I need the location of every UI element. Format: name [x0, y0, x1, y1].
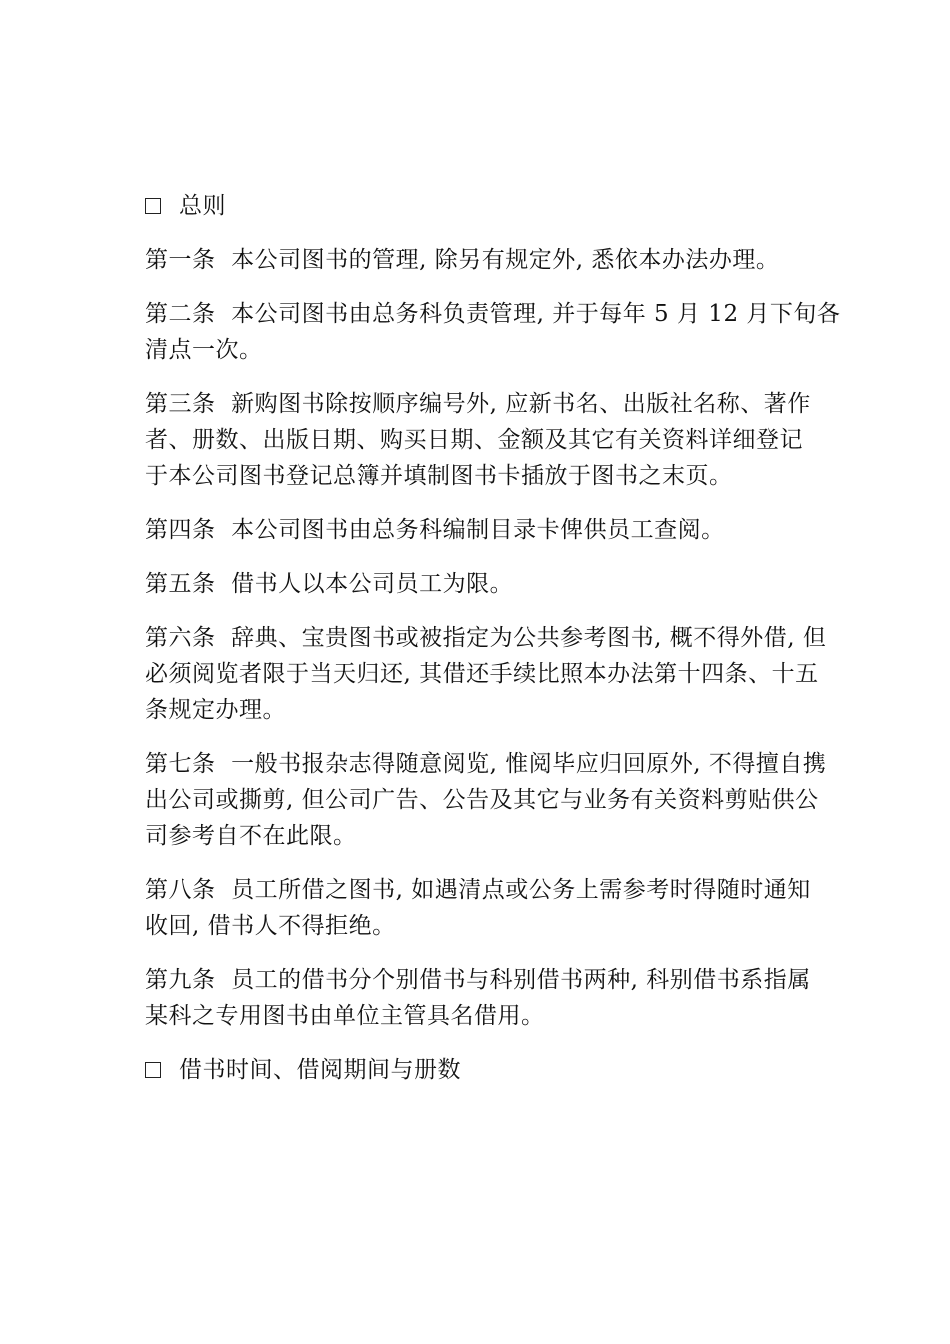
article-1 — [145, 242, 810, 278]
article-line: 出公司或撕剪, 但公司广告、公告及其它与业务有关资料剪贴供公 — [145, 787, 819, 813]
article-line: 者、册数、出版日期、购买日期、金额及其它有关资料详细登记 — [145, 427, 803, 453]
article-line: 第三条 新购图书除按顺序编号外, 应新书名、出版社名称、著作 — [145, 391, 811, 417]
article-line: 条规定办理。 — [145, 697, 286, 723]
article-line: 第七条 一般书报杂志得随意阅览, 惟阅毕应归回原外, 不得擅自携 — [145, 751, 827, 777]
article-2 — [145, 296, 841, 368]
article-line: 第一条 本公司图书的管理, 除另有规定外, 悉依本办法办理。 — [145, 247, 780, 273]
article-line: 第六条 辞典、宝贵图书或被指定为公共参考图书, 概不得外借, 但 — [145, 625, 827, 651]
section-heading-text: 借书时间、借阅期间与册数 — [179, 1057, 461, 1083]
article-4 — [145, 512, 810, 548]
article-line: 收回, 借书人不得拒绝。 — [145, 913, 396, 939]
article-line: 清点一次。 — [145, 337, 263, 363]
article-7 — [145, 746, 827, 854]
section-heading-borrowing — [145, 1052, 810, 1088]
article-3 — [145, 386, 810, 494]
article-line: 第五条 借书人以本公司员工为限。 — [145, 571, 514, 597]
article-line: 某科之专用图书由单位主管具名借用。 — [145, 1003, 545, 1029]
article-line: 司参考自不在此限。 — [145, 823, 357, 849]
article-line: 第九条 员工的借书分个别借书与科别借书两种, 科别借书系指属 — [145, 967, 811, 993]
article-6 — [145, 620, 827, 728]
article-line: 第八条 员工所借之图书, 如遇清点或公务上需参考时得随时通知 — [145, 877, 811, 903]
article-line: 于本公司图书登记总簿并填制图书卡插放于图书之末页。 — [145, 463, 733, 489]
article-9 — [145, 962, 810, 1034]
article-line: 第四条 本公司图书由总务科编制目录卡俾供员工查阅。 — [145, 517, 725, 543]
article-line: 必须阅览者限于当天归还, 其借还手续比照本办法第十四条、十五 — [145, 661, 819, 687]
checkbox-icon — [145, 198, 161, 214]
article-line: 第二条 本公司图书由总务科负责管理, 并于每年 5 月 12 月下旬各 — [145, 301, 841, 327]
checkbox-icon — [145, 1062, 161, 1078]
section-heading-text: 总则 — [179, 193, 226, 219]
section-heading-general — [145, 188, 810, 224]
document-body — [145, 188, 841, 1106]
article-5 — [145, 566, 810, 602]
article-8 — [145, 872, 810, 944]
